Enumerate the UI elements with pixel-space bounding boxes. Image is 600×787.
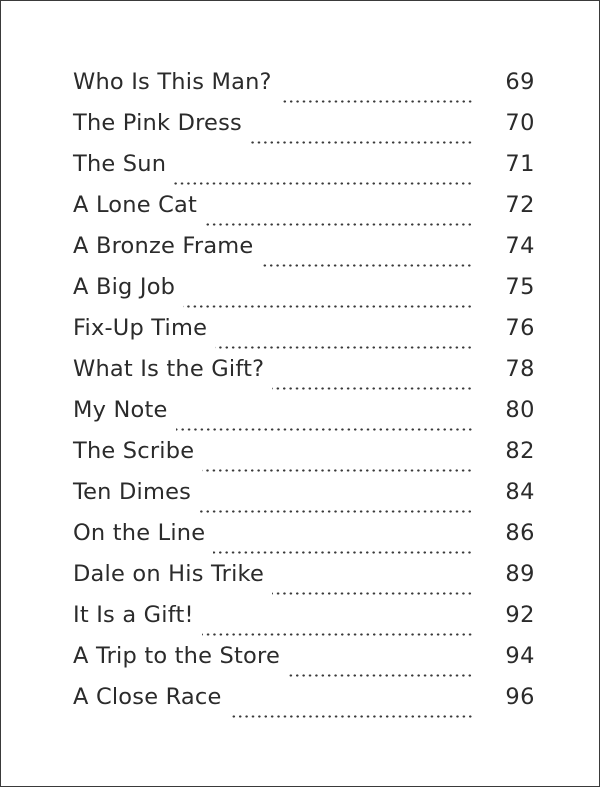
toc-entry-page-number: 92 [505, 602, 535, 628]
dot-leader [183, 305, 473, 308]
toc-entry-title: A Big Job [73, 274, 176, 300]
toc-entry-title: Who Is This Man? [73, 69, 272, 95]
toc-entry[interactable] [73, 315, 535, 356]
toc-entry-page-number: 78 [505, 356, 535, 382]
dot-leader [215, 346, 473, 349]
toc-entry[interactable] [73, 684, 535, 725]
toc-entry-title: The Sun [73, 151, 167, 177]
toc-entry[interactable] [73, 151, 535, 192]
dot-leader [272, 387, 473, 390]
toc-entry[interactable] [73, 438, 535, 479]
toc-entry[interactable] [73, 356, 535, 397]
dot-leader [199, 510, 473, 513]
dot-leader [205, 223, 473, 226]
toc-entry-page-number: 70 [505, 110, 535, 136]
dot-leader [272, 592, 473, 595]
toc-entry-title: A Trip to the Store [73, 643, 281, 669]
toc-entry-page-number: 80 [505, 397, 535, 423]
toc-entry-page-number: 82 [505, 438, 535, 464]
toc-entry-title: A Bronze Frame [73, 233, 254, 259]
dot-leader [280, 100, 473, 103]
dot-leader [230, 715, 473, 718]
toc-entry[interactable] [73, 192, 535, 233]
toc-entry[interactable] [73, 233, 535, 274]
toc-entry-title: The Pink Dress [73, 110, 242, 136]
toc-entry-title: A Close Race [73, 684, 222, 710]
toc-entry[interactable] [73, 479, 535, 520]
toc-entry-title: Dale on His Trike [73, 561, 264, 587]
toc-entry[interactable] [73, 274, 535, 315]
toc-entry-title: Fix-Up Time [73, 315, 208, 341]
toc-entry-title: A Lone Cat [73, 192, 198, 218]
toc-entry-title: My Note [73, 397, 168, 423]
toc-entry-title: On the Line [73, 520, 206, 546]
dot-leader [174, 182, 473, 185]
toc-entry-page-number: 76 [505, 315, 535, 341]
toc-entry[interactable] [73, 602, 535, 643]
toc-entry[interactable] [73, 397, 535, 438]
dot-leader [261, 264, 473, 267]
toc-entry-title: It Is a Gift! [73, 602, 194, 628]
dot-leader [288, 674, 473, 677]
toc-entry[interactable] [73, 110, 535, 151]
toc-entry-page-number: 71 [505, 151, 535, 177]
toc-entry-page-number: 84 [505, 479, 535, 505]
toc-entry-page-number: 96 [505, 684, 535, 710]
table-of-contents [73, 69, 535, 725]
toc-entry-title: Ten Dimes [73, 479, 192, 505]
dot-leader [202, 633, 473, 636]
toc-entry-page-number: 69 [505, 69, 535, 95]
dot-leader [213, 551, 473, 554]
toc-entry-page-number: 75 [505, 274, 535, 300]
toc-entry-title: What Is the Gift? [73, 356, 265, 382]
toc-entry[interactable] [73, 561, 535, 602]
toc-entry[interactable] [73, 520, 535, 561]
dot-leader [250, 141, 473, 144]
toc-entry-title: The Scribe [73, 438, 195, 464]
toc-entry-page-number: 72 [505, 192, 535, 218]
toc-entry-page-number: 74 [505, 233, 535, 259]
toc-entry-page-number: 94 [505, 643, 535, 669]
toc-entry[interactable] [73, 69, 535, 110]
toc-entry[interactable] [73, 643, 535, 684]
toc-entry-page-number: 86 [505, 520, 535, 546]
dot-leader [176, 428, 473, 431]
toc-entry-page-number: 89 [505, 561, 535, 587]
dot-leader [202, 469, 473, 472]
